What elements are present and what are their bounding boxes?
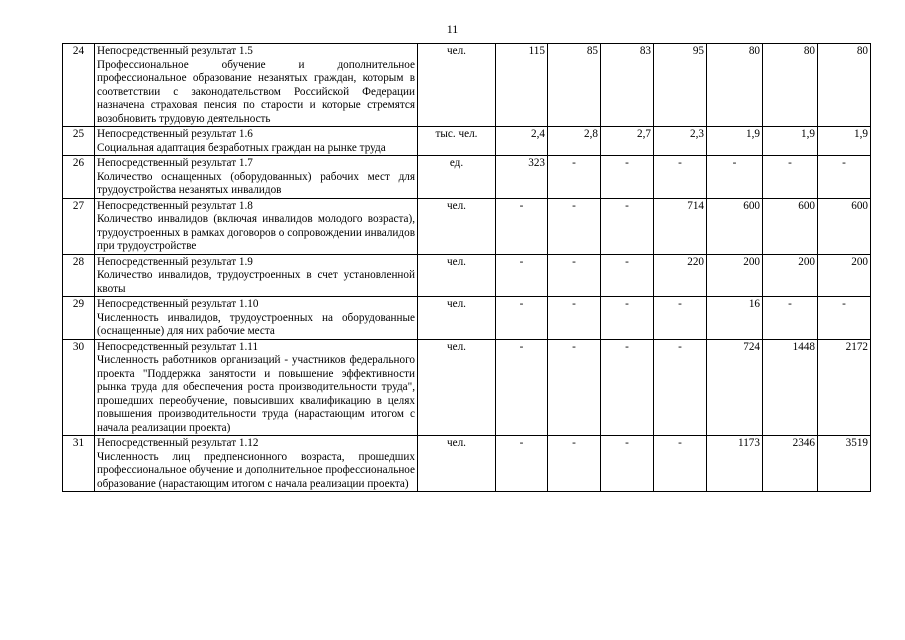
row-number: 31: [63, 436, 95, 492]
value-cell: -: [601, 297, 654, 340]
value-cell: 200: [707, 254, 763, 297]
value-cell: -: [548, 156, 601, 199]
value-cell: -: [654, 436, 707, 492]
value-cell: -: [818, 297, 871, 340]
indicator-name-cell: [95, 297, 418, 340]
indicator-description: Количество инвалидов, трудоустроенных в счет установленной квоты: [97, 269, 415, 295]
table-row: [63, 198, 871, 254]
value-cell: -: [601, 339, 654, 436]
value-cell: 714: [654, 198, 707, 254]
value-cell: -: [707, 156, 763, 199]
value-cell: 600: [818, 198, 871, 254]
indicator-name-cell: [95, 254, 418, 297]
value-cell: 2,8: [548, 127, 601, 156]
unit-cell: чел.: [418, 339, 496, 436]
table-row: [63, 254, 871, 297]
value-cell: 16: [707, 297, 763, 340]
value-cell: 1,9: [818, 127, 871, 156]
value-cell: -: [763, 297, 818, 340]
indicator-name-cell: [95, 436, 418, 492]
value-cell: -: [548, 198, 601, 254]
value-cell: 115: [496, 44, 548, 127]
value-cell: -: [548, 254, 601, 297]
value-cell: 220: [654, 254, 707, 297]
unit-cell: чел.: [418, 198, 496, 254]
indicator-title: Непосредственный результат 1.11: [97, 340, 259, 353]
value-cell: 724: [707, 339, 763, 436]
indicator-description: Численность лиц предпенсионного возраста, прошедших профессиональное обучение и дополнительное профессиональное образование (нарастающим итогом с начала реализации проекта): [97, 450, 415, 490]
table-row: [63, 156, 871, 199]
row-number: 29: [63, 297, 95, 340]
value-cell: -: [654, 156, 707, 199]
indicator-name-cell: [95, 44, 418, 127]
value-cell: 1173: [707, 436, 763, 492]
value-cell: 2,3: [654, 127, 707, 156]
indicator-name-cell: [95, 198, 418, 254]
value-cell: 85: [548, 44, 601, 127]
table-row: [63, 297, 871, 340]
unit-cell: чел.: [418, 254, 496, 297]
value-cell: 80: [818, 44, 871, 127]
value-cell: 323: [496, 156, 548, 199]
value-cell: 80: [707, 44, 763, 127]
indicator-description: Социальная адаптация безработных граждан на рынке труда: [97, 141, 386, 154]
row-number: 28: [63, 254, 95, 297]
value-cell: -: [601, 436, 654, 492]
value-cell: 3519: [818, 436, 871, 492]
unit-cell: чел.: [418, 44, 496, 127]
unit-cell: чел.: [418, 297, 496, 340]
row-number: 25: [63, 127, 95, 156]
value-cell: -: [601, 254, 654, 297]
value-cell: 83: [601, 44, 654, 127]
value-cell: 2,4: [496, 127, 548, 156]
value-cell: 600: [763, 198, 818, 254]
row-number: 30: [63, 339, 95, 436]
value-cell: -: [601, 198, 654, 254]
unit-cell: тыс. чел.: [418, 127, 496, 156]
indicator-description: Количество оснащенных (оборудованных) рабочих мест для трудоустройства незанятых инвалидов: [97, 170, 415, 196]
table-body: [63, 44, 871, 492]
value-cell: -: [496, 297, 548, 340]
indicator-title: Непосредственный результат 1.9: [97, 255, 253, 268]
unit-cell: чел.: [418, 436, 496, 492]
table-row: [63, 436, 871, 492]
indicator-name-cell: [95, 127, 418, 156]
row-number: 27: [63, 198, 95, 254]
value-cell: 95: [654, 44, 707, 127]
unit-cell: ед.: [418, 156, 496, 199]
value-cell: -: [496, 198, 548, 254]
value-cell: 2,7: [601, 127, 654, 156]
indicator-title: Непосредственный результат 1.7: [97, 157, 253, 169]
value-cell: -: [601, 156, 654, 199]
value-cell: 200: [763, 254, 818, 297]
value-cell: -: [496, 436, 548, 492]
indicator-title: Непосредственный результат 1.12: [97, 437, 259, 449]
indicator-description: Профессиональное обучение и дополнительное профессиональное образование незанятых граждан, которым в соответствии с законодательством Российской Федерации назначена страховая пенсия по старости и которые стремятся возобновить трудовую деятельность: [97, 58, 415, 125]
indicator-description: Численность работников организаций - участников федерального проекта "Поддержка занятости и повышение эффективности рынка труда для обеспечения роста производительности труда", прошедших переобучение, повысивших квалификацию в целях повышения производительности труда (нарастающим итогом с начала реализации проекта): [97, 354, 415, 434]
value-cell: 2346: [763, 436, 818, 492]
indicator-title: Непосредственный результат 1.5: [97, 45, 253, 57]
indicator-description: Количество инвалидов (включая инвалидов молодого возраста), трудоустроенных в рамках договоров о сопровождении инвалидов при трудоустройстве: [97, 213, 415, 252]
value-cell: 1448: [763, 339, 818, 436]
value-cell: 1,9: [707, 127, 763, 156]
value-cell: 200: [818, 254, 871, 297]
table-row: [63, 44, 871, 127]
value-cell: -: [548, 436, 601, 492]
indicator-title: Непосредственный результат 1.6: [97, 128, 253, 140]
value-cell: -: [548, 339, 601, 436]
value-cell: 600: [707, 198, 763, 254]
value-cell: -: [496, 254, 548, 297]
value-cell: -: [763, 156, 818, 199]
indicator-title: Непосредственный результат 1.10: [97, 298, 259, 310]
value-cell: -: [548, 297, 601, 340]
page-number: 11: [446, 22, 459, 36]
indicator-name-cell: [95, 339, 418, 436]
results-table: [62, 43, 871, 492]
value-cell: -: [654, 297, 707, 340]
value-cell: -: [654, 339, 707, 436]
table-row: [63, 339, 871, 436]
row-number: 24: [63, 44, 95, 127]
value-cell: 80: [763, 44, 818, 127]
indicator-title: Непосредственный результат 1.8: [97, 199, 253, 212]
value-cell: 1,9: [763, 127, 818, 156]
indicator-name-cell: [95, 156, 418, 199]
value-cell: 2172: [818, 339, 871, 436]
value-cell: -: [496, 339, 548, 436]
value-cell: -: [818, 156, 871, 199]
indicator-description: Численность инвалидов, трудоустроенных на оборудованные (оснащенные) для них рабочие места: [97, 311, 415, 337]
table-row: [63, 127, 871, 156]
row-number: 26: [63, 156, 95, 199]
